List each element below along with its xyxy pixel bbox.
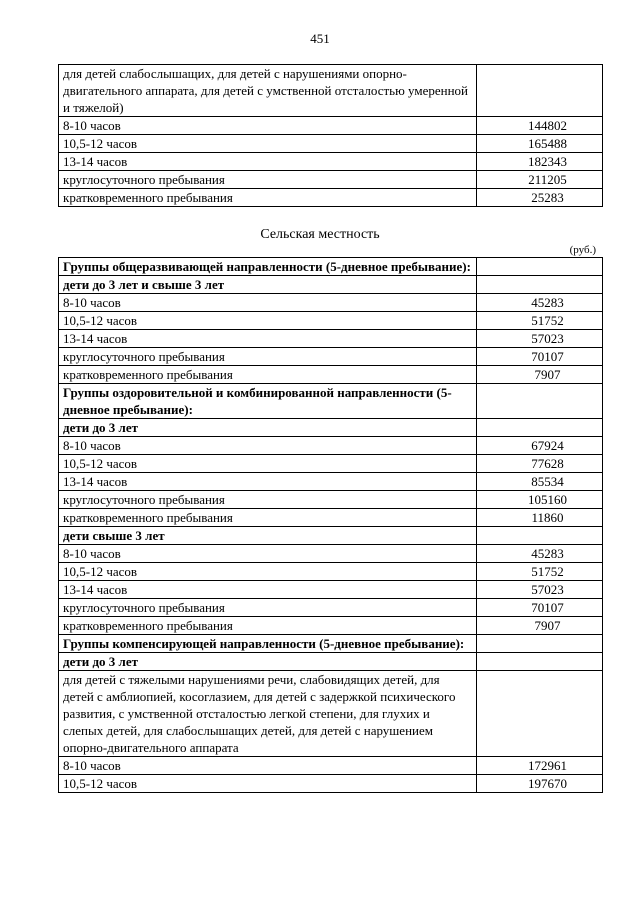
- row-label: кратковременного пребывания: [59, 509, 477, 527]
- row-value: 57023: [477, 330, 603, 348]
- table-row: [59, 599, 603, 617]
- table-row: [59, 189, 603, 207]
- table-row: [59, 65, 603, 117]
- row-label: 10,5-12 часов: [59, 312, 477, 330]
- row-label: 13-14 часов: [59, 153, 477, 171]
- subgroup-row: [59, 527, 603, 545]
- row-label: 8-10 часов: [59, 294, 477, 312]
- page-number: 451: [310, 31, 330, 46]
- subgroup-label: дети до 3 лет: [59, 419, 477, 437]
- group-header: Группы общеразвивающей направленности (5-дневное пребывание):: [59, 258, 477, 276]
- row-value: 105160: [477, 491, 603, 509]
- row-value: 25283: [477, 189, 603, 207]
- subgroup-row: [59, 276, 603, 294]
- table-row: [59, 671, 603, 757]
- table-row: [59, 437, 603, 455]
- row-value: 85534: [477, 473, 603, 491]
- row-value: [477, 635, 603, 653]
- table-row: [59, 135, 603, 153]
- row-value: [477, 527, 603, 545]
- tariff-table-continued: [58, 64, 603, 207]
- row-value: 67924: [477, 437, 603, 455]
- row-label: 13-14 часов: [59, 581, 477, 599]
- row-value: 45283: [477, 294, 603, 312]
- row-value: 172961: [477, 757, 603, 775]
- subgroup-label: дети до 3 лет и свыше 3 лет: [59, 276, 477, 294]
- row-value: [477, 276, 603, 294]
- row-label: 10,5-12 часов: [59, 563, 477, 581]
- row-value: 51752: [477, 563, 603, 581]
- subgroup-row: [59, 419, 603, 437]
- section-title: Сельская местность: [260, 227, 380, 242]
- table-row: [59, 312, 603, 330]
- group-header-row: [59, 258, 603, 276]
- table-row: [59, 330, 603, 348]
- row-label: 8-10 часов: [59, 757, 477, 775]
- row-value: 211205: [477, 171, 603, 189]
- table-row: [59, 455, 603, 473]
- rural-tariff-table: [58, 257, 603, 793]
- table-row: [59, 775, 603, 793]
- table-row: [59, 491, 603, 509]
- group-header: Группы оздоровительной и комбинированной направленности (5-дневное пребывание):: [59, 384, 477, 419]
- row-value: 165488: [477, 135, 603, 153]
- row-value: 182343: [477, 153, 603, 171]
- row-label: 8-10 часов: [59, 545, 477, 563]
- table-row: [59, 563, 603, 581]
- row-value: 197670: [477, 775, 603, 793]
- row-label: круглосуточного пребывания: [59, 348, 477, 366]
- group-header-row: [59, 635, 603, 653]
- table-row: [59, 757, 603, 775]
- row-label: 8-10 часов: [59, 117, 477, 135]
- group-header-row: [59, 384, 603, 419]
- table-row: [59, 348, 603, 366]
- row-value: 57023: [477, 581, 603, 599]
- row-value: 11860: [477, 509, 603, 527]
- row-value: 7907: [477, 366, 603, 384]
- row-value: [477, 419, 603, 437]
- row-label: для детей с тяжелыми нарушениями речи, слабовидящих детей, для детей с амблиопией, косоглазием, для детей с задержкой психического развития, с умственной отсталостью легкой степени, для глухих и слепых детей, для слабослышащих детей, для детей с нарушением опорно-двигательного аппарата: [59, 671, 477, 757]
- group-header: Группы компенсирующей направленности (5-дневное пребывание):: [59, 635, 477, 653]
- row-value: 45283: [477, 545, 603, 563]
- table-row: [59, 366, 603, 384]
- table-row: [59, 153, 603, 171]
- row-label: 8-10 часов: [59, 437, 477, 455]
- table-row: [59, 473, 603, 491]
- row-value: [477, 671, 603, 757]
- row-value: [477, 258, 603, 276]
- row-value: 144802: [477, 117, 603, 135]
- table-row: [59, 617, 603, 635]
- row-value: 77628: [477, 455, 603, 473]
- table-row: [59, 545, 603, 563]
- table-row: [59, 171, 603, 189]
- row-value: [477, 65, 603, 117]
- row-label: круглосуточного пребывания: [59, 171, 477, 189]
- table-row: [59, 581, 603, 599]
- row-value: 7907: [477, 617, 603, 635]
- subgroup-row: [59, 653, 603, 671]
- row-label: круглосуточного пребывания: [59, 599, 477, 617]
- row-label: 10,5-12 часов: [59, 135, 477, 153]
- subgroup-label: дети до 3 лет: [59, 653, 477, 671]
- table-row: [59, 294, 603, 312]
- row-value: [477, 653, 603, 671]
- row-label: для детей слабослышащих, для детей с нарушениями опорно-двигательного аппарата, для детей с умственной отсталостью умеренной и тяжелой): [59, 65, 477, 117]
- currency-unit: (руб.): [569, 244, 596, 256]
- row-value: 70107: [477, 599, 603, 617]
- row-label: кратковременного пребывания: [59, 617, 477, 635]
- subgroup-label: дети свыше 3 лет: [59, 527, 477, 545]
- row-label: 13-14 часов: [59, 330, 477, 348]
- row-label: кратковременного пребывания: [59, 366, 477, 384]
- row-value: 70107: [477, 348, 603, 366]
- row-label: 13-14 часов: [59, 473, 477, 491]
- row-label: 10,5-12 часов: [59, 455, 477, 473]
- row-label: 10,5-12 часов: [59, 775, 477, 793]
- row-value: 51752: [477, 312, 603, 330]
- row-value: [477, 384, 603, 419]
- table-row: [59, 509, 603, 527]
- table-row: [59, 117, 603, 135]
- row-label: круглосуточного пребывания: [59, 491, 477, 509]
- row-label: кратковременного пребывания: [59, 189, 477, 207]
